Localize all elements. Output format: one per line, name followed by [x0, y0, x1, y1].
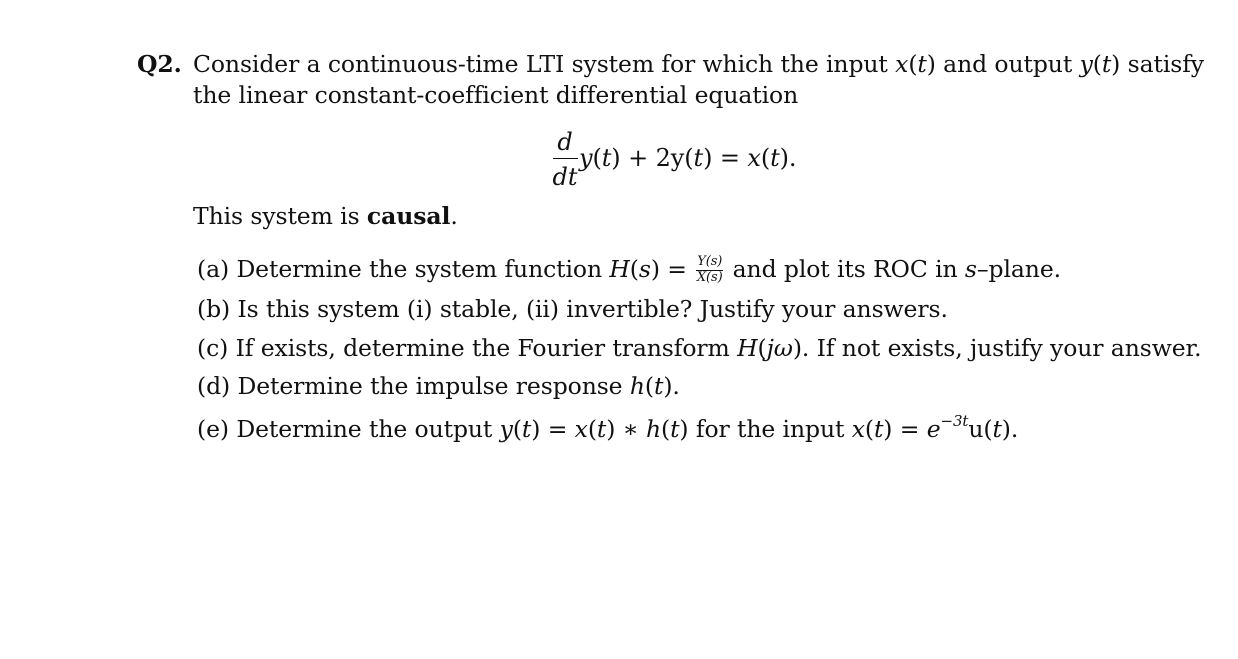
causal-prefix: This system is [193, 202, 360, 230]
causal-suffix: . [450, 202, 458, 230]
derivative-fraction-bar [553, 158, 578, 159]
equation-rest: y(t) + 2y(t) = x(t). [579, 144, 797, 172]
part-text: Is this system (i) stable, (ii) invertible? Justify your answers. [237, 295, 948, 323]
derivative-denominator: dt [552, 163, 578, 191]
part-text: Determine the system function H(s) = $\frac{Y(s)}{X(s)}$ and plot its ROC in s–plane. [236, 254, 1062, 285]
part-text: Determine the output y(t) = x(t) ∗ h(t) for the input $x(t) = e^{-3t}u(t)$. [236, 412, 1019, 443]
part-d [197, 372, 680, 400]
causal-sentence [193, 202, 458, 230]
transfer-fraction: $\frac{Y(s)}{X(s)}$ [696, 254, 723, 285]
question-intro-line-1: Consider a continuous-time LTI system for which the input x(t) and output y(t) satisfy [193, 50, 1204, 78]
part-c [197, 334, 1202, 362]
part-text: Determine the impulse response h(t). [237, 372, 680, 400]
part-label: (b) [197, 295, 231, 323]
part-text: If exists, determine the Fourier transform H(jω). If not exists, justify your answer. [235, 334, 1202, 362]
question-intro-line-2: the linear constant-coefficient differential equation [193, 81, 799, 109]
derivative-numerator: d [557, 128, 573, 156]
part-label: (c) [197, 334, 229, 362]
part-label: (d) [197, 372, 231, 400]
part-label: (e) [197, 415, 229, 443]
part-e [197, 414, 1018, 442]
part-label: (a) [197, 254, 230, 283]
question-label: Q2. [137, 50, 182, 78]
causal-emphasis: causal [366, 202, 451, 230]
part-b [197, 295, 948, 323]
part-a [197, 255, 1061, 286]
